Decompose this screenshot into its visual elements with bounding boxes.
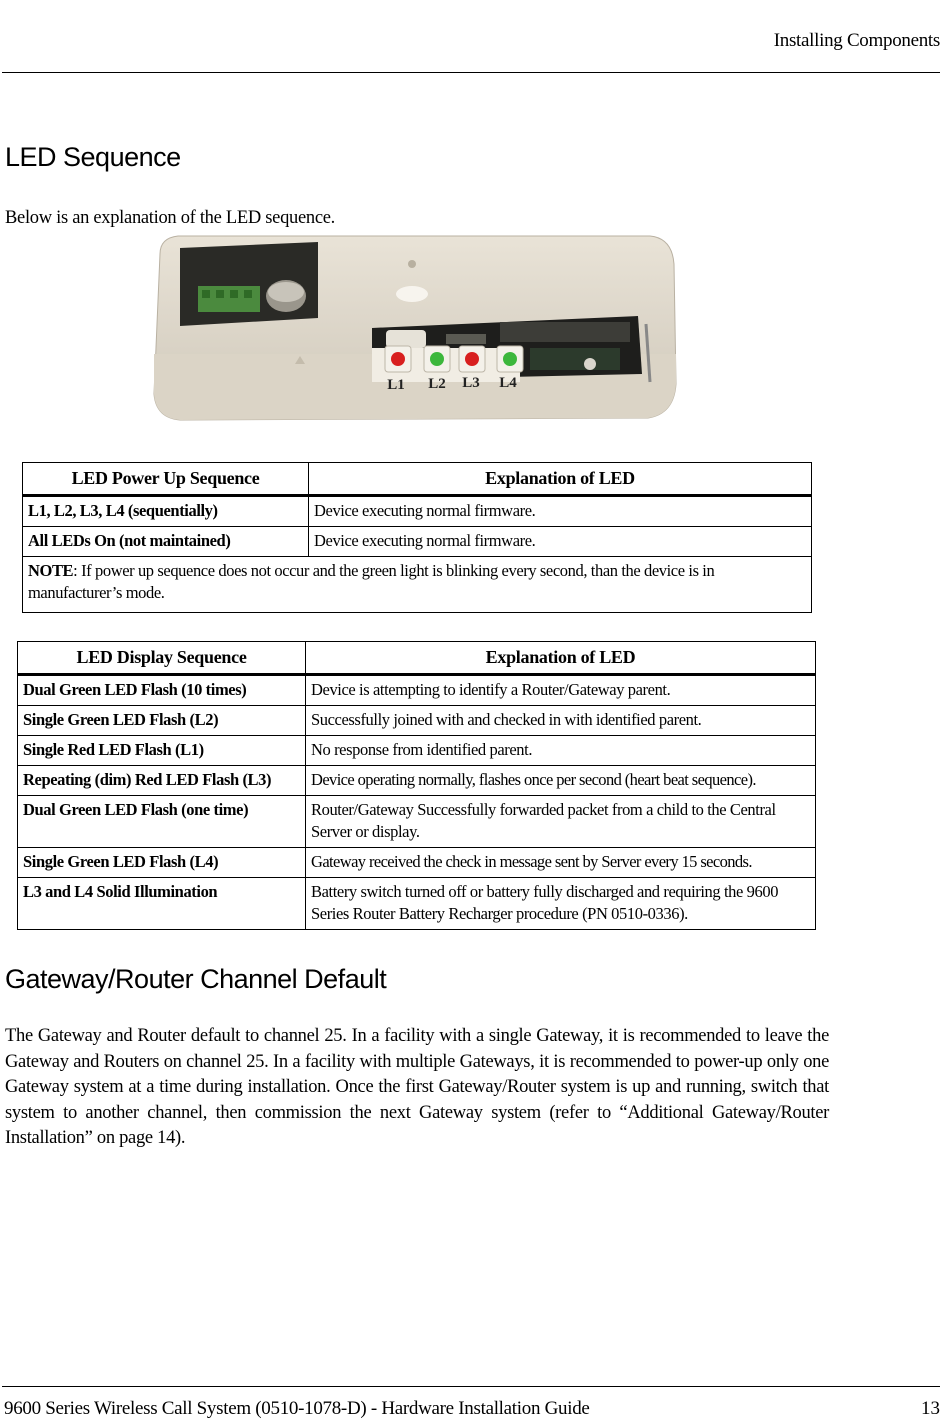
table-row: [18, 675, 816, 706]
sequence-cell: All LEDs On (not maintained): [23, 527, 309, 557]
explanation-cell: Gateway received the check in message sent by Server every 15 seconds.: [306, 848, 816, 878]
table-row: [18, 706, 816, 736]
led-l1-icon: [391, 352, 405, 366]
led-power-up-table: [22, 462, 812, 613]
table-row: [23, 527, 812, 557]
channel-default-paragraph: The Gateway and Router default to channel 25. In a facility with a single Gateway, it is recommended to leave the Gateway and Routers on channel 25. In a facility with multiple Gateways, it is recommended to power-up only one Gateway system at a time during installation. Once the first Gateway/Router system is up and running, switch that system to another channel, then commission the next Gateway system (refer to “Additional Gateway/Router Installation” on page 14).: [5, 1026, 829, 1148]
explanation-cell: Router/Gateway Successfully forwarded packet from a child to the Central Server or display.: [306, 796, 816, 848]
explanation-cell: Device is attempting to identify a Router/Gateway parent.: [306, 675, 816, 706]
explanation-cell: Device executing normal firmware.: [309, 527, 812, 557]
led-l3-icon: [465, 352, 479, 366]
explanation-cell: No response from identified parent.: [306, 736, 816, 766]
sequence-cell: Dual Green LED Flash (one time): [18, 796, 306, 848]
intro-text: Below is an explanation of the LED sequence.: [5, 208, 335, 228]
running-header: Installing Components: [773, 30, 940, 51]
sequence-cell: L1, L2, L3, L4 (sequentially): [23, 496, 309, 527]
display-table-header-explanation: Explanation of LED: [306, 642, 816, 675]
footer-doc-title: 9600 Series Wireless Call System (0510-1078-D) - Hardware Installation Guide: [4, 1398, 590, 1419]
led-l4-icon: [503, 352, 517, 366]
explanation-cell: Device operating normally, flashes once per second (heart beat sequence).: [306, 766, 816, 796]
led-label-l4: L4: [499, 375, 517, 391]
note-label: NOTE: [28, 561, 74, 580]
sequence-cell: Single Green LED Flash (L2): [18, 706, 306, 736]
footer-rule: [2, 1386, 940, 1387]
note-row: [23, 557, 812, 613]
sequence-cell: Dual Green LED Flash (10 times): [18, 675, 306, 706]
display-table-header-sequence: LED Display Sequence: [18, 642, 306, 675]
header-rule: [2, 72, 940, 73]
sequence-cell: Repeating (dim) Red LED Flash (L3): [18, 766, 306, 796]
power-table-header-sequence: LED Power Up Sequence: [23, 463, 309, 496]
led-label-l3: L3: [462, 375, 480, 391]
note-cell: [23, 557, 812, 613]
terminal-block: [198, 286, 260, 312]
table-row: [18, 766, 816, 796]
led-label-l2: L2: [428, 376, 446, 392]
sequence-cell: L3 and L4 Solid Illumination: [18, 878, 306, 930]
table-row: [18, 796, 816, 848]
table-row: [18, 848, 816, 878]
led-display-table: [17, 641, 816, 930]
sequence-cell: Single Red LED Flash (L1): [18, 736, 306, 766]
table-row: [23, 496, 812, 527]
explanation-cell: Battery switch turned off or battery fully discharged and requiring the 9600 Series Router Battery Recharger procedure (PN 0510-0336).: [306, 878, 816, 930]
explanation-cell: Successfully joined with and checked in with identified parent.: [306, 706, 816, 736]
led-l2-icon: [430, 352, 444, 366]
explanation-cell: Device executing normal firmware.: [309, 496, 812, 527]
table-row: [18, 878, 816, 930]
device-photo: [150, 234, 678, 424]
section-heading-channel-default: Gateway/Router Channel Default: [5, 964, 387, 994]
note-text: : If power up sequence does not occur and the green light is blinking every second, than the device is in manufacturer’s mode.: [28, 561, 715, 602]
led-label-l1: L1: [387, 377, 405, 393]
table-row: [18, 736, 816, 766]
section-heading-led-sequence: LED Sequence: [5, 142, 181, 172]
sequence-cell: Single Green LED Flash (L4): [18, 848, 306, 878]
page-number: 13: [921, 1398, 940, 1419]
power-table-header-explanation: Explanation of LED: [309, 463, 812, 496]
